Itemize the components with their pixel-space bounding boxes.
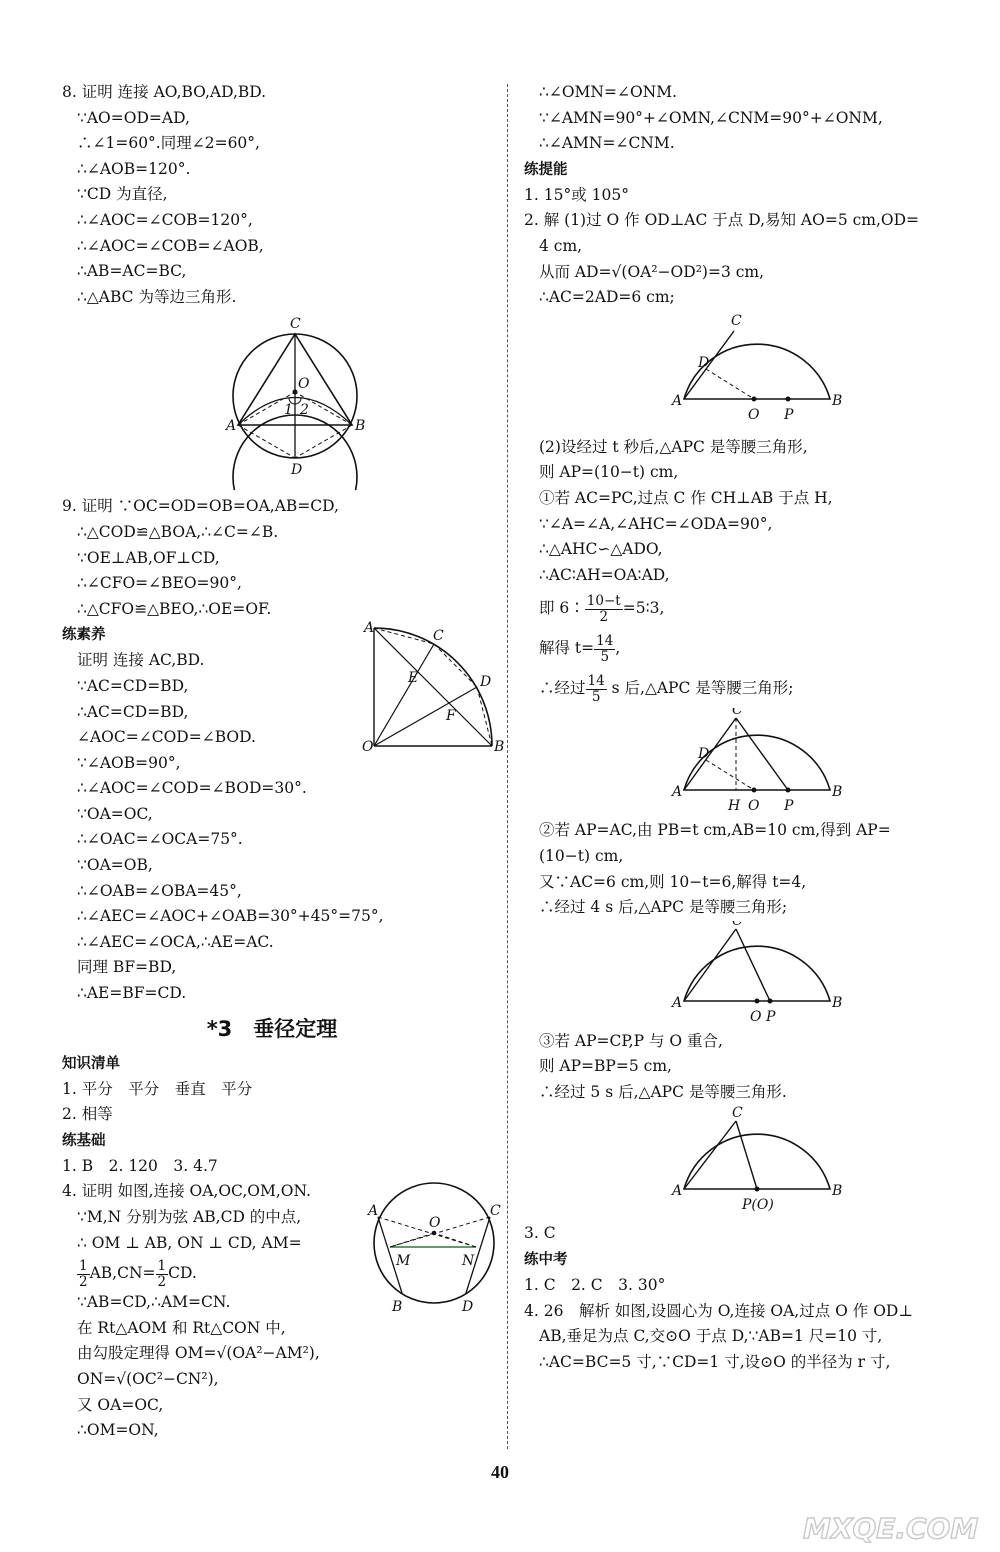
text-segment: s 后,△APC 是等腰三角形; — [606, 679, 794, 698]
label-p: P — [766, 1008, 776, 1025]
label-p: P — [784, 798, 794, 815]
tineng-line: 1. 15°或 105° — [524, 185, 629, 204]
figure-equilateral-circle — [62, 310, 482, 490]
watermark-logo — [795, 1478, 995, 1550]
problem-4-line: ∵AB=CD,∴AM=CN. — [77, 1293, 231, 1312]
label-c: C — [731, 312, 742, 329]
suyang-line: ∴∠AEC=∠OCA,∴AE=AC. — [77, 932, 274, 951]
right-top-line: ∵∠AMN=90°+∠OMN,∠CNM=90°+∠ONM, — [539, 108, 883, 127]
label-b: B — [494, 739, 505, 756]
label-d: D — [698, 746, 710, 763]
suyang-line: 证明 连接 AC,BD. — [77, 651, 205, 670]
label-e: E — [408, 670, 419, 687]
fraction — [585, 594, 623, 625]
case2-line: (10−t) cm, — [539, 846, 624, 865]
label-m: M — [396, 1253, 411, 1270]
part2-line: ∴△AHC∽△ADO, — [539, 540, 663, 559]
label-o: O — [748, 798, 760, 815]
problem-8-line: ∵CD 为直径, — [77, 185, 168, 204]
text-segment: 即 6∶ — [539, 599, 585, 618]
numerator: 14 — [596, 632, 614, 649]
tineng-line: 4 cm, — [539, 236, 583, 255]
text-segment: =5∶3, — [622, 599, 665, 618]
denominator: 2 — [157, 1273, 167, 1290]
label-b: B — [355, 418, 366, 435]
label-c: C — [732, 1105, 743, 1122]
problem-8-line: ∴∠1=60°.同理∠2=60°, — [77, 134, 260, 153]
label-f: F — [446, 708, 456, 725]
denominator: 5 — [591, 688, 601, 705]
problem-9-line: ∴∠CFO=∠BEO=90°, — [77, 574, 242, 593]
fraction — [586, 674, 607, 705]
equation-line — [524, 588, 970, 628]
label-o: O — [362, 739, 374, 756]
right-column — [524, 80, 970, 1375]
problem-9-line: ∵OE⊥AB,OF⊥CD, — [77, 548, 220, 567]
figure-semicircle-2 — [524, 708, 970, 814]
label-d: D — [698, 354, 710, 371]
problem-8-line: ∴∠AOC=∠COB=120°, — [77, 210, 253, 229]
label-a: A — [672, 994, 683, 1011]
label-b: B — [832, 784, 843, 801]
denominator: 2 — [599, 608, 609, 625]
denominator: 2 — [79, 1273, 88, 1290]
numerator: 14 — [587, 672, 605, 689]
suyang-line: ∴∠AEC=∠AOC+∠OAB=30°+45°=75°, — [77, 907, 384, 926]
part2-line: ∵∠A=∠A,∠AHC=∠ODA=90°, — [539, 514, 773, 533]
label-a: A — [368, 1203, 379, 1220]
label-a: A — [672, 392, 683, 409]
problem-8-line: ∵AO=OD=AD, — [77, 108, 190, 127]
label-b: B — [832, 392, 843, 409]
label-b: B — [832, 994, 843, 1011]
suyang-line: ∴∠OAB=∠OBA=45°, — [77, 881, 242, 900]
label-a: A — [226, 418, 237, 435]
figure-semicircle-1 — [524, 311, 970, 431]
numerator: 10−t — [586, 592, 621, 609]
label-angle-2: 2 — [300, 402, 309, 419]
label-d: D — [291, 462, 303, 479]
section-heading-zhishi: 知识清单 — [62, 1055, 120, 1072]
problem-9 — [62, 494, 482, 622]
case2-line: 又∵AC=6 cm,则 10−t=6,解得 t=4, — [539, 872, 807, 891]
zhongkao-line: ∴AC=BC=5 寸,∵CD=1 寸,设⊙O 的半径为 r 寸, — [539, 1352, 891, 1371]
label-d: D — [480, 674, 492, 691]
problem-4-line: 由勾股定理得 OM=√(OA²−AM²), — [77, 1344, 320, 1363]
section-heading-zhongkao: 练中考 — [524, 1252, 568, 1269]
suyang-line: ∴∠AOC=∠COD=∠BOD=30°. — [77, 779, 307, 798]
left-column — [62, 80, 505, 1444]
problem-4-line: 又 OA=OC, — [77, 1395, 164, 1414]
tineng-line: 从而 AD=√(OA²−OD²)=3 cm, — [539, 262, 765, 281]
label-c: C — [732, 920, 743, 929]
fraction — [594, 634, 615, 665]
equation-line — [524, 668, 970, 708]
label-a: A — [672, 784, 683, 801]
problem-8-line: ∴△ABC 为等边三角形. — [77, 287, 237, 306]
answer-3: 3. C — [524, 1224, 556, 1243]
text-segment: ∴经过 — [539, 679, 586, 698]
label-o: O — [429, 1215, 441, 1232]
problem-9-line: ∴△CFO≌△BEO,∴OE=OF. — [77, 599, 272, 618]
label-o: O — [750, 1008, 762, 1025]
problem-9-line: 9. 证明 ∵OC=OD=OB=OA,AB=CD, — [62, 497, 339, 516]
equation-line — [524, 628, 970, 668]
section-title: *3 垂径定理 — [206, 1016, 338, 1041]
problem-8-line: ∴∠AOC=∠COB=∠AOB, — [77, 236, 264, 255]
text-segment: AB,CN= — [89, 1264, 156, 1283]
suyang-line: ∴∠OAC=∠OCA=75°. — [77, 830, 243, 849]
problem-4 — [62, 1179, 501, 1443]
part2-line: ∴AC∶AH=OA∶AD, — [539, 565, 670, 584]
problem-8-line: ∴∠AOB=120°. — [77, 159, 191, 178]
numerator: 1 — [157, 1257, 167, 1274]
case3-line: 则 AP=BP=5 cm, — [539, 1057, 672, 1076]
text-segment: 解得 t= — [539, 639, 595, 658]
tineng-line: 2. 解 (1)过 O 作 OD⊥AC 于点 D,易知 AO=5 cm,OD= — [524, 211, 920, 230]
label-o: O — [298, 376, 310, 393]
right-top-line: ∴∠AMN=∠CNM. — [539, 134, 675, 153]
problem-4-line: ON=√(OC²−CN²), — [77, 1369, 219, 1388]
suyang-line: 同理 BF=BD, — [77, 958, 177, 977]
suyang-line: ∠AOC=∠COD=∠BOD. — [77, 728, 256, 747]
label-b: B — [832, 1183, 843, 1200]
section-heading-suyang: 练素养 — [62, 627, 106, 644]
suyang-line: ∵OA=OB, — [77, 856, 153, 875]
suyang-line: ∵∠AOB=90°, — [77, 753, 181, 772]
page-number: 40 — [491, 1462, 509, 1482]
tineng-line: ∴AC=2AD=6 cm; — [539, 288, 675, 307]
label-a: A — [672, 1183, 683, 1200]
right-top-line: ∴∠OMN=∠ONM. — [539, 83, 678, 101]
case3-line: ③若 AP=CP,P 与 O 重合, — [539, 1031, 723, 1050]
label-c: C — [290, 316, 301, 333]
numerator: 1 — [79, 1257, 88, 1274]
fraction-half — [156, 1259, 169, 1290]
label-h: H — [728, 798, 741, 815]
label-angle-1: 1 — [284, 402, 293, 419]
jichu-line: 1. B 2. 120 3. 4.7 — [62, 1156, 218, 1175]
zhongkao-line: 4. 26 解析 如图,设圆心为 O,连接 OA,过点 O 作 OD⊥ — [524, 1301, 913, 1320]
column-divider — [507, 84, 508, 1449]
figure-chord-circle — [366, 1175, 506, 1315]
problem-9-line: ∴△COD≌△BOA,∴∠C=∠B. — [77, 522, 279, 541]
part2-line: (2)设经过 t 秒后,△APC 是等腰三角形, — [539, 437, 808, 456]
text-segment: , — [615, 639, 621, 658]
label-b: B — [392, 1299, 403, 1316]
figure-semicircle-3 — [524, 921, 970, 1025]
figure-quarter-circle — [362, 620, 512, 760]
label-d: D — [462, 1299, 474, 1316]
figure-semicircle-4 — [524, 1105, 970, 1217]
problem-8-line: 8. 证明 连接 AO,BO,AD,BD. — [62, 83, 267, 101]
label-c: C — [490, 1203, 501, 1220]
section-heading-tineng: 练提能 — [524, 161, 568, 178]
problem-4-line: ∴OM=ON, — [77, 1421, 159, 1440]
label-p: P — [784, 406, 794, 423]
suyang-line: ∵OA=OC, — [77, 804, 153, 823]
zhishi-line: 2. 相等 — [62, 1105, 113, 1124]
label-p-o: P(O) — [742, 1197, 774, 1214]
suyang-line: ∴AE=BF=CD. — [77, 984, 187, 1003]
problem-8-line: ∴AB=AC=BC, — [77, 262, 187, 281]
section-heading-jichu: 练基础 — [62, 1132, 106, 1149]
problem-4-line: ∴ OM ⊥ AB, ON ⊥ CD, AM= — [77, 1233, 302, 1252]
zhishi-line: 1. 平分 平分 垂直 平分 — [62, 1079, 253, 1098]
text-segment: CD. — [168, 1264, 197, 1283]
label-n: N — [462, 1253, 475, 1270]
part2-line: 则 AP=(10−t) cm, — [539, 463, 679, 482]
part2-line: ①若 AC=PC,过点 C 作 CH⊥AB 于点 H, — [539, 488, 833, 507]
problem-4-line: 在 Rt△AOM 和 Rt△CON 中, — [77, 1318, 286, 1337]
denominator: 5 — [600, 648, 610, 665]
label-c: C — [433, 628, 444, 645]
label-a: A — [364, 620, 375, 637]
suyang-line: ∵AC=CD=BD, — [77, 676, 189, 695]
zhongkao-line: 1. C 2. C 3. 30° — [524, 1276, 666, 1295]
case2-line: ②若 AP=AC,由 PB=t cm,AB=10 cm,得到 AP= — [539, 821, 891, 840]
problem-4-line: 4. 证明 如图,连接 OA,OC,OM,ON. — [62, 1182, 311, 1201]
problem-4-line: ∵M,N 分别为弦 AB,CD 的中点, — [77, 1208, 302, 1226]
fraction-half — [77, 1259, 90, 1290]
label-o: O — [748, 406, 760, 423]
zhongkao-line: AB,垂足为点 C,交⊙O 于点 D,∵AB=1 尺=10 寸, — [539, 1327, 883, 1346]
label-c: C — [732, 708, 743, 719]
suyang-line: ∴AC=CD=BD, — [77, 702, 189, 721]
case3-line: ∴经过 5 s 后,△APC 是等腰三角形. — [539, 1082, 787, 1101]
problem-8 — [62, 80, 482, 310]
case2-line: ∴经过 4 s 后,△APC 是等腰三角形; — [539, 898, 788, 917]
watermark-text: MXQE.COM — [803, 1512, 979, 1545]
